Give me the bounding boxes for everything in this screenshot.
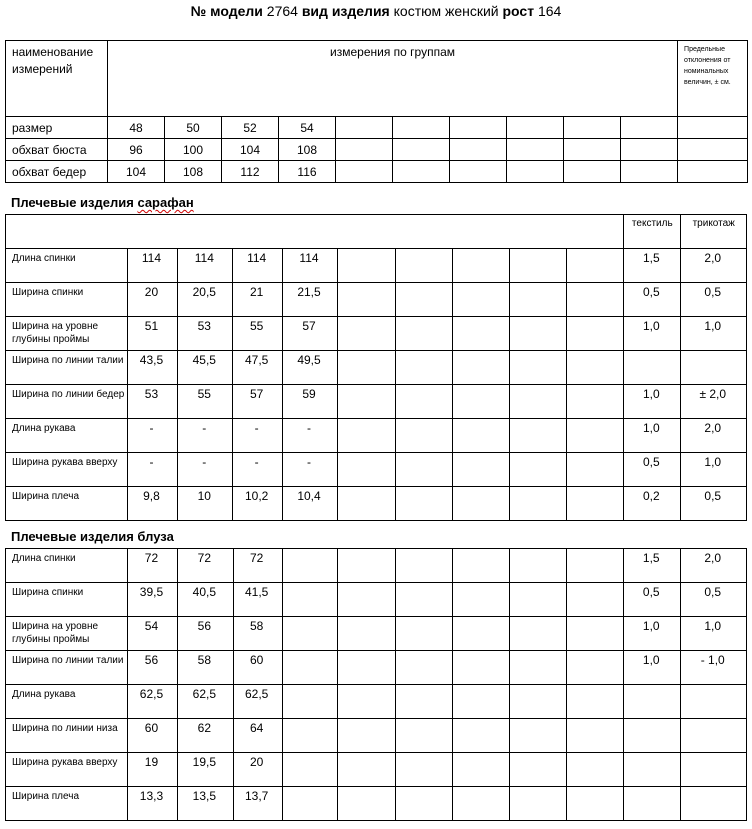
row-label: Длина спинки xyxy=(6,249,128,283)
empty-cell xyxy=(338,685,395,719)
row-label: Ширина плеча xyxy=(6,787,128,821)
empty-cell xyxy=(452,753,509,787)
row-label: Ширина по линии талии xyxy=(6,651,128,685)
value-cell: 52 xyxy=(222,117,279,139)
tolerance-textile xyxy=(624,685,681,719)
tolerance-textile: 0,5 xyxy=(624,283,681,317)
value-cell: 108 xyxy=(165,161,222,183)
value-cell: 9,8 xyxy=(127,487,177,521)
sarafan-header-blank xyxy=(6,215,624,249)
model-number-value: 2764 xyxy=(262,3,302,19)
empty-cell xyxy=(336,139,393,161)
table-row xyxy=(6,317,747,351)
empty-cell xyxy=(395,283,452,317)
empty-cell xyxy=(452,787,509,821)
empty-cell xyxy=(338,583,395,617)
table-row xyxy=(6,453,747,487)
table-row xyxy=(6,283,747,317)
empty-cell xyxy=(452,617,509,651)
table-row xyxy=(6,583,747,617)
empty-cell xyxy=(282,617,337,651)
table-row xyxy=(6,787,747,821)
empty-cell xyxy=(566,317,623,351)
empty-cell xyxy=(566,583,623,617)
value-cell: 104 xyxy=(222,139,279,161)
tolerance-knit: 2,0 xyxy=(681,249,747,283)
value-cell: 21,5 xyxy=(282,283,337,317)
empty-cell xyxy=(510,351,566,385)
tolerance-knit: 0,5 xyxy=(681,583,747,617)
row-label: Длина рукава xyxy=(6,419,128,453)
tolerance-textile: 0,5 xyxy=(624,583,681,617)
empty-cell xyxy=(564,139,621,161)
empty-cell xyxy=(338,249,395,283)
value-cell: 20,5 xyxy=(178,283,233,317)
empty-cell xyxy=(450,117,507,139)
product-type-value: костюм женский xyxy=(389,3,503,19)
table-row xyxy=(6,385,747,419)
value-cell: 47,5 xyxy=(233,351,282,385)
row-label: обхват бедер xyxy=(6,161,108,183)
value-cell: 19 xyxy=(127,753,177,787)
value-cell: 19,5 xyxy=(178,753,233,787)
value-cell: 72 xyxy=(127,549,177,583)
blouse-table xyxy=(5,548,747,821)
value-cell: 13,5 xyxy=(178,787,233,821)
empty-cell xyxy=(566,419,623,453)
table-row xyxy=(6,685,747,719)
table-row xyxy=(6,161,748,183)
empty-cell xyxy=(395,249,452,283)
value-cell: 112 xyxy=(222,161,279,183)
empty-cell xyxy=(510,685,566,719)
tolerance-textile: 0,2 xyxy=(624,487,681,521)
empty-cell xyxy=(393,139,450,161)
value-cell: 62,5 xyxy=(233,685,282,719)
table-row xyxy=(6,487,747,521)
tolerance-cell xyxy=(678,117,748,139)
value-cell: 53 xyxy=(127,385,177,419)
empty-cell xyxy=(338,753,395,787)
empty-cell xyxy=(566,249,623,283)
header-measurement-groups: измерения по группам xyxy=(108,41,678,117)
empty-cell xyxy=(566,753,623,787)
empty-cell xyxy=(566,651,623,685)
empty-cell xyxy=(507,117,564,139)
value-cell: 21 xyxy=(233,283,282,317)
sarafan-header-knit: трикотаж xyxy=(681,215,747,249)
empty-cell xyxy=(566,617,623,651)
value-cell: 100 xyxy=(165,139,222,161)
value-cell: 20 xyxy=(127,283,177,317)
value-cell: 64 xyxy=(233,719,282,753)
value-cell: 62 xyxy=(178,719,233,753)
value-cell: 56 xyxy=(178,617,233,651)
value-cell: 114 xyxy=(127,249,177,283)
empty-cell xyxy=(510,249,566,283)
empty-cell xyxy=(621,117,678,139)
row-label: Ширина по линии низа xyxy=(6,719,128,753)
empty-cell xyxy=(566,453,623,487)
value-cell: - xyxy=(282,453,337,487)
table-row xyxy=(6,549,747,583)
model-number-label: № модели xyxy=(190,3,263,19)
empty-cell xyxy=(452,549,509,583)
empty-cell xyxy=(566,719,623,753)
measurements-table xyxy=(5,40,748,183)
tolerance-knit: 1,0 xyxy=(681,317,747,351)
tolerance-textile: 1,0 xyxy=(624,317,681,351)
header-tolerance: Предельные отклонения от номинальных величин, ± см. xyxy=(678,41,748,117)
value-cell: 60 xyxy=(127,719,177,753)
empty-cell xyxy=(566,385,623,419)
empty-cell xyxy=(452,651,509,685)
value-cell: - xyxy=(233,419,282,453)
value-cell: 108 xyxy=(279,139,336,161)
empty-cell xyxy=(336,117,393,139)
empty-cell xyxy=(395,351,452,385)
empty-cell xyxy=(282,583,337,617)
value-cell: 20 xyxy=(233,753,282,787)
sarafan-table xyxy=(5,214,747,521)
empty-cell xyxy=(282,651,337,685)
empty-cell xyxy=(338,487,395,521)
value-cell: 43,5 xyxy=(127,351,177,385)
tolerance-knit: - 1,0 xyxy=(681,651,747,685)
measurements-table-body xyxy=(6,117,748,183)
row-label: Ширина на уровне глубины проймы xyxy=(6,317,128,351)
value-cell: 41,5 xyxy=(233,583,282,617)
empty-cell xyxy=(338,617,395,651)
empty-cell xyxy=(510,583,566,617)
value-cell: - xyxy=(127,453,177,487)
empty-cell xyxy=(564,161,621,183)
empty-cell xyxy=(452,583,509,617)
tolerance-textile: 1,0 xyxy=(624,651,681,685)
empty-cell xyxy=(282,787,337,821)
value-cell: 96 xyxy=(108,139,165,161)
empty-cell xyxy=(510,787,566,821)
value-cell: 48 xyxy=(108,117,165,139)
height-value: 164 xyxy=(534,3,562,19)
value-cell: 116 xyxy=(279,161,336,183)
value-cell: - xyxy=(282,419,337,453)
table-row xyxy=(6,249,747,283)
empty-cell xyxy=(395,685,452,719)
value-cell: 72 xyxy=(178,549,233,583)
section-title-blouse: Плечевые изделия блуза xyxy=(11,529,174,544)
tolerance-textile xyxy=(624,351,681,385)
empty-cell xyxy=(338,453,395,487)
empty-cell xyxy=(564,117,621,139)
tolerance-textile xyxy=(624,719,681,753)
empty-cell xyxy=(395,385,452,419)
value-cell: 39,5 xyxy=(127,583,177,617)
row-label: Ширина спинки xyxy=(6,283,128,317)
empty-cell xyxy=(395,583,452,617)
value-cell: 53 xyxy=(178,317,233,351)
tolerance-knit: 1,0 xyxy=(681,453,747,487)
empty-cell xyxy=(282,549,337,583)
value-cell: 10,2 xyxy=(233,487,282,521)
empty-cell xyxy=(452,351,509,385)
sarafan-header-textile: текстиль xyxy=(624,215,681,249)
value-cell: 55 xyxy=(178,385,233,419)
empty-cell xyxy=(510,719,566,753)
value-cell: - xyxy=(178,419,233,453)
empty-cell xyxy=(510,419,566,453)
row-label: Ширина по линии талии xyxy=(6,351,128,385)
header-measurement-name: наименование измерений xyxy=(6,41,108,117)
value-cell: 10,4 xyxy=(282,487,337,521)
empty-cell xyxy=(452,283,509,317)
empty-cell xyxy=(395,317,452,351)
empty-cell xyxy=(338,549,395,583)
empty-cell xyxy=(452,487,509,521)
tolerance-cell xyxy=(678,161,748,183)
tolerance-knit xyxy=(681,753,747,787)
tolerance-textile: 1,5 xyxy=(624,249,681,283)
empty-cell xyxy=(566,549,623,583)
page-title xyxy=(0,3,752,19)
blouse-table-body xyxy=(6,549,747,821)
value-cell: 57 xyxy=(282,317,337,351)
tolerance-knit xyxy=(681,685,747,719)
empty-cell xyxy=(450,161,507,183)
value-cell: 58 xyxy=(178,651,233,685)
empty-cell xyxy=(452,317,509,351)
tolerance-knit: 0,5 xyxy=(681,487,747,521)
row-label: Ширина рукава вверху xyxy=(6,753,128,787)
empty-cell xyxy=(282,753,337,787)
tolerance-textile: 0,5 xyxy=(624,453,681,487)
empty-cell xyxy=(338,651,395,685)
tolerance-knit xyxy=(681,351,747,385)
row-label: обхват бюста xyxy=(6,139,108,161)
tolerance-knit: 2,0 xyxy=(681,419,747,453)
empty-cell xyxy=(510,317,566,351)
tolerance-knit: 0,5 xyxy=(681,283,747,317)
value-cell: 13,3 xyxy=(127,787,177,821)
section-title-sarafan-word: сарафан xyxy=(137,195,194,210)
empty-cell xyxy=(510,453,566,487)
tolerance-textile xyxy=(624,787,681,821)
empty-cell xyxy=(395,617,452,651)
empty-cell xyxy=(510,385,566,419)
empty-cell xyxy=(395,719,452,753)
value-cell: 50 xyxy=(165,117,222,139)
value-cell: 56 xyxy=(127,651,177,685)
row-label: Длина рукава xyxy=(6,685,128,719)
table-row xyxy=(6,419,747,453)
tolerance-cell xyxy=(678,139,748,161)
empty-cell xyxy=(395,487,452,521)
empty-cell xyxy=(338,351,395,385)
table-row xyxy=(6,117,748,139)
value-cell: 13,7 xyxy=(233,787,282,821)
empty-cell xyxy=(452,419,509,453)
value-cell: 62,5 xyxy=(178,685,233,719)
empty-cell xyxy=(566,487,623,521)
empty-cell xyxy=(450,139,507,161)
empty-cell xyxy=(395,419,452,453)
row-label: Ширина рукава вверху xyxy=(6,453,128,487)
empty-cell xyxy=(336,161,393,183)
value-cell: 114 xyxy=(282,249,337,283)
row-label: Ширина по линии бедер xyxy=(6,385,128,419)
value-cell: 72 xyxy=(233,549,282,583)
empty-cell xyxy=(395,787,452,821)
section-title-sarafan: Плечевые изделия сарафан xyxy=(11,195,194,210)
empty-cell xyxy=(566,685,623,719)
value-cell: 114 xyxy=(178,249,233,283)
value-cell: 54 xyxy=(127,617,177,651)
tolerance-textile: 1,0 xyxy=(624,617,681,651)
empty-cell xyxy=(282,719,337,753)
empty-cell xyxy=(452,249,509,283)
value-cell: 59 xyxy=(282,385,337,419)
row-label: Длина спинки xyxy=(6,549,128,583)
value-cell: 45,5 xyxy=(178,351,233,385)
value-cell: - xyxy=(127,419,177,453)
empty-cell xyxy=(510,283,566,317)
empty-cell xyxy=(338,385,395,419)
tolerance-knit: ± 2,0 xyxy=(681,385,747,419)
empty-cell xyxy=(395,753,452,787)
product-type-label: вид изделия xyxy=(301,3,390,19)
empty-cell xyxy=(507,139,564,161)
value-cell: 54 xyxy=(279,117,336,139)
empty-cell xyxy=(393,161,450,183)
tolerance-knit: 2,0 xyxy=(681,549,747,583)
empty-cell xyxy=(621,161,678,183)
empty-cell xyxy=(621,139,678,161)
table-row xyxy=(6,753,747,787)
empty-cell xyxy=(566,351,623,385)
empty-cell xyxy=(566,283,623,317)
value-cell: 114 xyxy=(233,249,282,283)
empty-cell xyxy=(507,161,564,183)
row-label: Ширина плеча xyxy=(6,487,128,521)
empty-cell xyxy=(338,317,395,351)
empty-cell xyxy=(510,651,566,685)
tolerance-textile: 1,5 xyxy=(624,549,681,583)
tolerance-textile: 1,0 xyxy=(624,385,681,419)
empty-cell xyxy=(510,753,566,787)
table-row xyxy=(6,719,747,753)
value-cell: - xyxy=(233,453,282,487)
empty-cell xyxy=(338,283,395,317)
value-cell: 104 xyxy=(108,161,165,183)
tolerance-knit xyxy=(681,787,747,821)
height-label: рост xyxy=(502,3,535,19)
value-cell: 10 xyxy=(178,487,233,521)
table-row xyxy=(6,617,747,651)
value-cell: 62,5 xyxy=(127,685,177,719)
empty-cell xyxy=(338,719,395,753)
empty-cell xyxy=(393,117,450,139)
empty-cell xyxy=(395,453,452,487)
value-cell: 49,5 xyxy=(282,351,337,385)
value-cell: 51 xyxy=(127,317,177,351)
empty-cell xyxy=(282,685,337,719)
empty-cell xyxy=(338,419,395,453)
empty-cell xyxy=(452,385,509,419)
empty-cell xyxy=(566,787,623,821)
empty-cell xyxy=(338,787,395,821)
empty-cell xyxy=(395,549,452,583)
value-cell: 55 xyxy=(233,317,282,351)
row-label: размер xyxy=(6,117,108,139)
empty-cell xyxy=(395,651,452,685)
empty-cell xyxy=(452,685,509,719)
empty-cell xyxy=(510,549,566,583)
tolerance-textile: 1,0 xyxy=(624,419,681,453)
empty-cell xyxy=(510,487,566,521)
table-row xyxy=(6,651,747,685)
empty-cell xyxy=(452,453,509,487)
empty-cell xyxy=(510,617,566,651)
tolerance-textile xyxy=(624,753,681,787)
row-label: Ширина на уровне глубины проймы xyxy=(6,617,128,651)
value-cell: 58 xyxy=(233,617,282,651)
value-cell: - xyxy=(178,453,233,487)
empty-cell xyxy=(452,719,509,753)
value-cell: 60 xyxy=(233,651,282,685)
table-row xyxy=(6,351,747,385)
value-cell: 40,5 xyxy=(178,583,233,617)
table-row xyxy=(6,139,748,161)
value-cell: 57 xyxy=(233,385,282,419)
tolerance-knit xyxy=(681,719,747,753)
row-label: Ширина спинки xyxy=(6,583,128,617)
tolerance-knit: 1,0 xyxy=(681,617,747,651)
sarafan-table-body xyxy=(6,249,747,521)
